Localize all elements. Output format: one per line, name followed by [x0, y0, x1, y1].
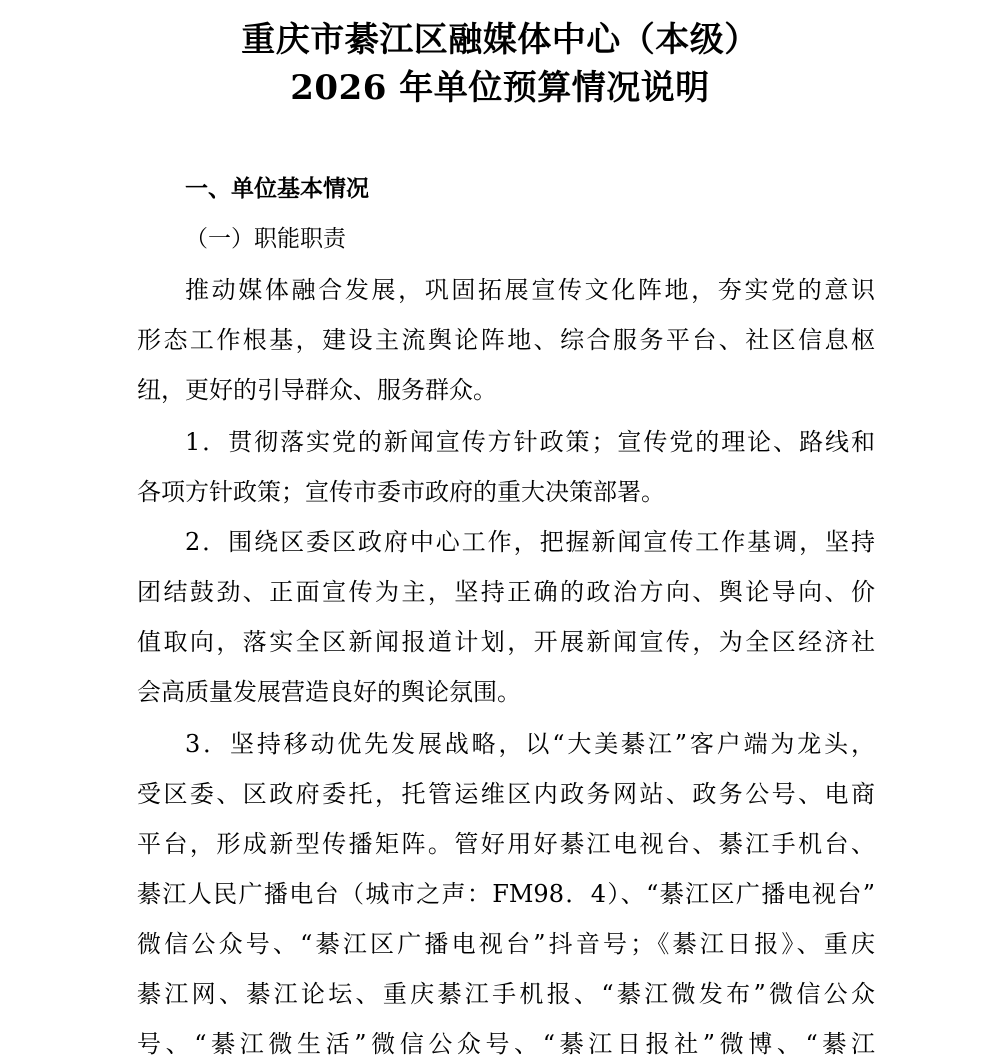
- document-title-line1: 重庆市綦江区融媒体中心（本级）: [241, 20, 759, 60]
- paragraph-line: 3．坚持移动优先发展战略，以“大美綦江”客户端为龙头，: [185, 730, 875, 758]
- paragraph-line: 平台，形成新型传播矩阵。管好用好綦江电视台、綦江手机台、: [137, 830, 875, 858]
- paragraph-line: 2．围绕区委区政府中心工作，把握新闻宣传工作基调，坚持: [185, 528, 875, 556]
- paragraph-line: 纽，更好的引导群众、服务群众。: [137, 376, 497, 404]
- section-heading-basic-info: 一、单位基本情况: [185, 176, 369, 202]
- paragraph-line: 号、“綦江微生活”微信公众号、“綦江日报社”微博、“綦江: [137, 1030, 875, 1058]
- paragraph-line: 值取向，落实全区新闻报道计划，开展新闻宣传，为全区经济社: [137, 628, 875, 656]
- document-title-line2: 2026 年单位预算情况说明: [290, 68, 710, 108]
- paragraph-line: 形态工作根基，建设主流舆论阵地、综合服务平台、社区信息枢: [137, 326, 875, 354]
- paragraph-line: 1．贯彻落实党的新闻宣传方针政策；宣传党的理论、路线和: [185, 428, 875, 456]
- paragraph-line: 微信公众号、“綦江区广播电视台”抖音号；《綦江日报》、重庆: [137, 930, 875, 958]
- paragraph-line: 綦江人民广播电台（城市之声：FM98．4）、“綦江区广播电视台”: [137, 880, 875, 908]
- paragraph-line: 綦江网、綦江论坛、重庆綦江手机报、“綦江微发布”微信公众: [137, 980, 875, 1008]
- paragraph-line: 推动媒体融合发展，巩固拓展宣传文化阵地，夯实党的意识: [185, 276, 875, 304]
- paragraph-line: 团结鼓劲、正面宣传为主，坚持正确的政治方向、舆论导向、价: [137, 578, 875, 606]
- subsection-heading-duties: （一）职能职责: [185, 226, 346, 252]
- paragraph-line: 会高质量发展营造良好的舆论氛围。: [137, 678, 521, 706]
- paragraph-line: 各项方针政策；宣传市委市政府的重大决策部署。: [137, 478, 665, 506]
- paragraph-line: 受区委、区政府委托，托管运维区内政务网站、政务公号、电商: [137, 780, 875, 808]
